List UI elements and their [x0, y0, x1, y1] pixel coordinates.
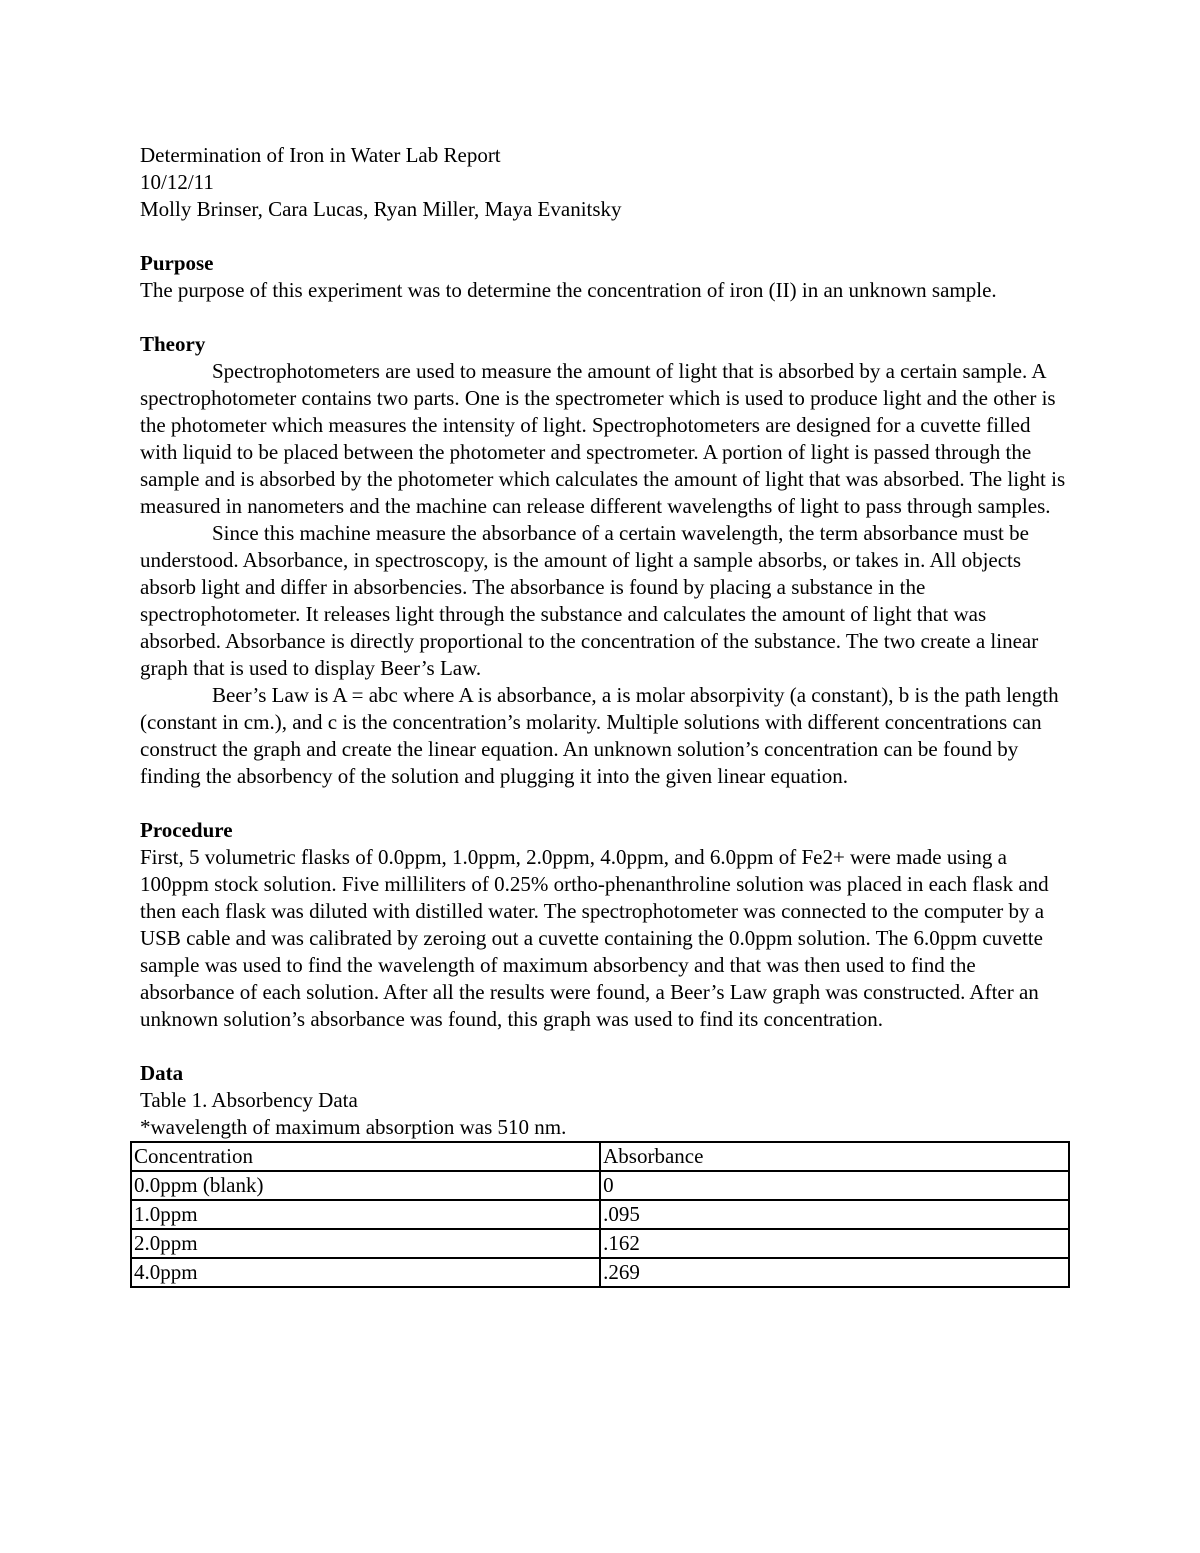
data-heading: Data [140, 1061, 184, 1085]
table-caption: Table 1. Absorbency Data [140, 1088, 358, 1112]
table-row [131, 1171, 1069, 1200]
procedure-text: First, 5 volumetric flasks of 0.0ppm, 1.0ppm, 2.0ppm, 4.0ppm, and 6.0ppm of Fe2+ were made using a 100ppm stock solution. Five milliliters of 0.25% ortho-phenanthroline solution was placed in each flask and then each flask was diluted with distilled water. The spectrophotometer was connected to the computer by a USB cable and was calibrated by zeroing out a cuvette containing the 0.0ppm solution. The 6.0ppm cuvette sample was used to find the wavelength of maximum absorbency and that was then used to find the absorbance of each solution. After all the results were found, a Beer’s Law graph was constructed. After an unknown solution’s absorbance was found, this graph was used to find its concentration. [140, 845, 1049, 1031]
absorbance-cell: .095 [600, 1200, 1069, 1229]
table-note: *wavelength of maximum absorption was 510 nm. [140, 1115, 567, 1139]
report-authors: Molly Brinser, Cara Lucas, Ryan Miller, Maya Evanitsky [140, 197, 622, 221]
concentration-cell: 4.0ppm [131, 1258, 600, 1287]
absorbance-cell: .269 [600, 1258, 1069, 1287]
table-header-row [131, 1142, 1069, 1171]
absorbency-table [130, 1141, 1070, 1288]
purpose-text: The purpose of this experiment was to determine the concentration of iron (II) in an unknown sample. [140, 278, 997, 302]
theory-paragraph-1: Spectrophotometers are used to measure the amount of light that is absorbed by a certain sample. A spectrophotometer contains two parts. One is the spectrometer which is used to produce light and the other is the photometer which measures the intensity of light. Spectrophotometers are designed for a cuvette filled with liquid to be placed between the photometer and spectrometer. A portion of light is passed through the sample and is absorbed by the photometer which calculates the amount of light that was absorbed. The light is measured in nanometers and the machine can release different wavelengths of light to pass through samples. [140, 359, 1066, 518]
theory-paragraph-3: Beer’s Law is A = abc where A is absorbance, a is molar absorpivity (a constant), b is the path length (constant in cm.), and c is the concentration’s molarity. Multiple solutions with different concentrations can construct the graph and create the linear equation. An unknown solution’s concentration can be found by finding the absorbency of the solution and plugging it into the given linear equation. [140, 683, 1059, 788]
purpose-heading: Purpose [140, 251, 214, 275]
absorbance-cell: 0 [600, 1171, 1069, 1200]
report-date: 10/12/11 [140, 170, 214, 194]
column-header-absorbance: Absorbance [600, 1142, 1069, 1171]
theory-paragraph-2: Since this machine measure the absorbance of a certain wavelength, the term absorbance must be understood. Absorbance, in spectroscopy, is the amount of light a sample absorbs, or takes in. All objects absorb light and differ in absorbencies. The absorbance is found by placing a substance in the spectrophotometer. It releases light through the substance and calculates the amount of light that was absorbed. Absorbance is directly proportional to the concentration of the substance. The two create a linear graph that is used to display Beer’s Law. [140, 521, 1039, 680]
procedure-heading: Procedure [140, 818, 233, 842]
concentration-cell: 2.0ppm [131, 1229, 600, 1258]
document-page [134, 142, 1070, 1288]
theory-heading: Theory [140, 332, 206, 356]
table-row [131, 1200, 1069, 1229]
table-row [131, 1258, 1069, 1287]
absorbance-cell: .162 [600, 1229, 1069, 1258]
report-title: Determination of Iron in Water Lab Report [140, 143, 501, 167]
table-row [131, 1229, 1069, 1258]
concentration-cell: 1.0ppm [131, 1200, 600, 1229]
column-header-concentration: Concentration [131, 1142, 600, 1171]
concentration-cell: 0.0ppm (blank) [131, 1171, 600, 1200]
